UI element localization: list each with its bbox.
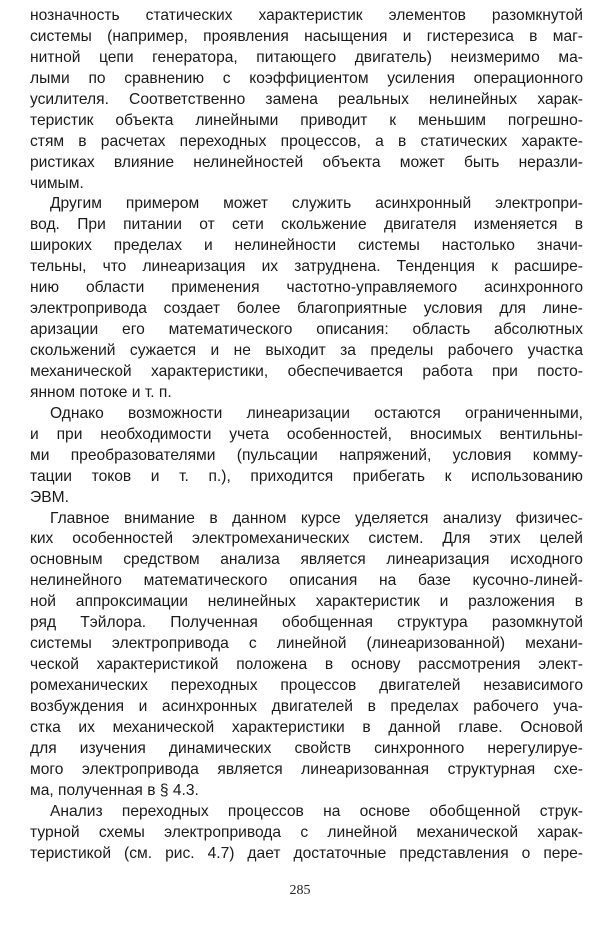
text-line: вод. При питании от сети скольжение двигателя изменяется в bbox=[30, 216, 583, 234]
paragraph bbox=[30, 194, 583, 403]
text-line: системы (например, проявления насыщения и гистерезиса в маг- bbox=[30, 27, 583, 45]
text-line: Главное внимание в данном курсе уделяется анализу физичес- bbox=[50, 509, 583, 527]
text-line: усилителя. Соответственно замена реальных нелинейных харак- bbox=[30, 90, 583, 108]
text-line: Однако возможности линеаризации остаются ограниченными, bbox=[50, 404, 583, 422]
text-line: тации токов и т. п.), приходится прибегать к использованию bbox=[30, 467, 583, 485]
text-line: для изучения динамических свойств синхронного нерегулируе- bbox=[30, 739, 583, 757]
text-line: электропривода создает более благоприятные условия для лине- bbox=[30, 300, 583, 318]
text-line: Анализ переходных процессов на основе обобщенной струк- bbox=[50, 802, 583, 820]
text-line: ной аппроксимации нелинейных характеристик и разложения в bbox=[30, 593, 583, 611]
page-number: 285 bbox=[289, 883, 311, 898]
text-line: аризации его математического описания: область абсолютных bbox=[30, 321, 583, 339]
text-line: возбуждения и асинхронных двигателей в пределах рабочего уча- bbox=[30, 697, 583, 715]
text-line: тельны, что линеаризация их затруднена. Тенденция к расшире- bbox=[30, 258, 583, 276]
paragraph bbox=[30, 6, 583, 194]
text-line: нозначность статических характеристик элементов разомкнутой bbox=[30, 7, 583, 24]
paragraph bbox=[30, 509, 583, 802]
text-line: ряд Тэйлора. Полученная обобщенная структура разомкнутой bbox=[30, 614, 583, 632]
text-line: нитной цепи генератора, питающего двигатель) неизмеримо ма- bbox=[30, 48, 583, 66]
text-line: нию области применения частотно-управляемого асинхронного bbox=[30, 279, 583, 297]
text-line: ческой характеристикой положена в основу рассмотрения элект- bbox=[30, 656, 583, 674]
text-line: чимым. bbox=[30, 174, 84, 192]
text-line: теристик объекта линейными приводит к меньшим погрешно- bbox=[30, 111, 583, 129]
page-body bbox=[30, 6, 583, 864]
text-line: ма, полученная в § 4.3. bbox=[30, 781, 199, 799]
text-line: ЭВМ. bbox=[30, 488, 69, 506]
text-line: ких особенностей электромеханических систем. Для этих целей bbox=[30, 530, 583, 548]
text-line: широких пределах и нелинейности системы настолько значи- bbox=[30, 237, 583, 255]
text-line: мого электропривода является линеаризованная структурная схе- bbox=[30, 760, 583, 778]
text-line: стям в расчетах переходных процессов, а в статических характе- bbox=[30, 132, 583, 150]
text-line: нелинейного математического описания на базе кусочно-линей- bbox=[30, 572, 583, 590]
text-line: лыми по сравнению с коэффициентом усиления операционного bbox=[30, 69, 583, 87]
text-line: и при необходимости учета особенностей, вносимых вентильны- bbox=[30, 425, 583, 443]
text-line: основным средством анализа является линеаризация исходного bbox=[30, 551, 583, 569]
text-line: ми преобразователями (пульсации напряжений, условия комму- bbox=[30, 446, 583, 464]
text-line: ристиках влияние нелинейностей объекта может быть неразли- bbox=[30, 153, 583, 171]
text-line: системы электропривода с линейной (линеаризованной) механи- bbox=[30, 635, 583, 653]
text-line: стка их механической характеристики в данной главе. Основой bbox=[30, 718, 583, 736]
text-line: ромеханических переходных процессов двигателей независимого bbox=[30, 677, 583, 694]
paragraph bbox=[30, 404, 583, 509]
paragraph bbox=[30, 802, 583, 865]
text-line: скольжений сужается и не выходит за пределы рабочего участка bbox=[30, 342, 583, 359]
text-line: янном потоке и т. п. bbox=[30, 383, 172, 401]
text-line: теристикой (см. рис. 4.7) дает достаточные представления о пере- bbox=[30, 844, 583, 862]
text-line: турной схемы электропривода с линейной механической харак- bbox=[30, 823, 583, 841]
text-line: Другим примером может служить асинхронный электропри- bbox=[50, 195, 583, 213]
text-line: механической характеристики, обеспечивается работа при посто- bbox=[30, 362, 583, 380]
